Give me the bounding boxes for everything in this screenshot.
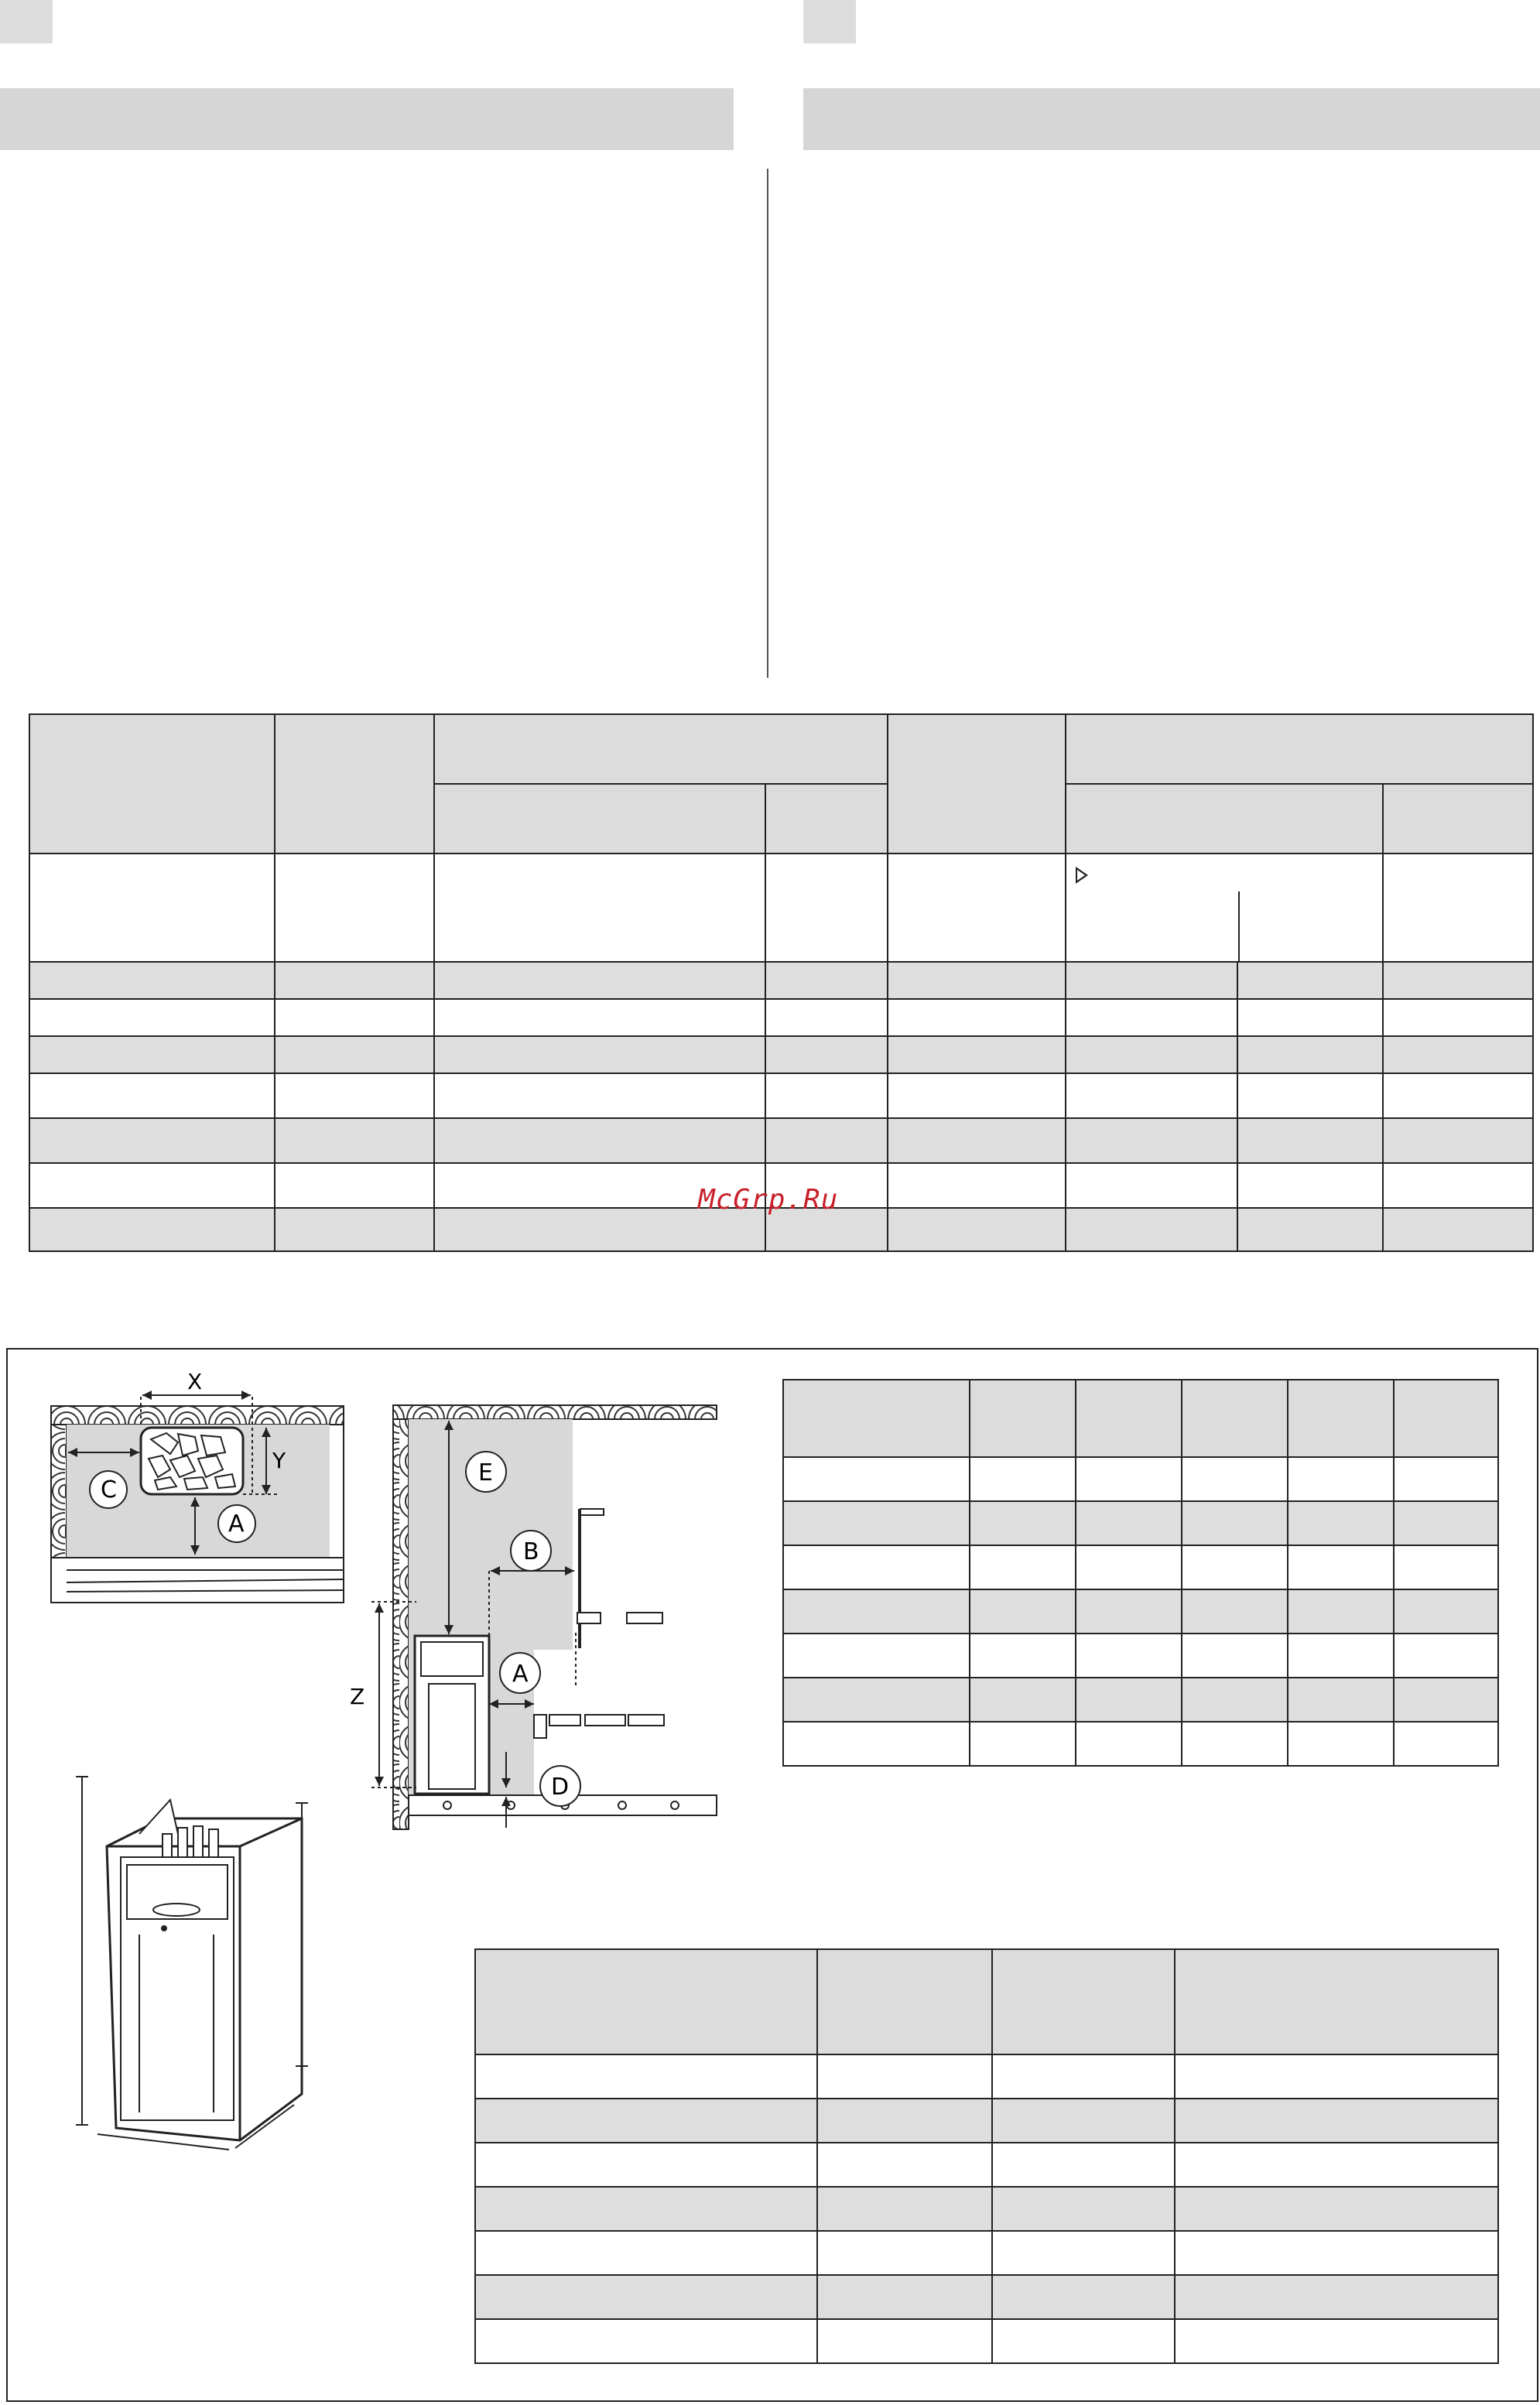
table-row	[783, 1501, 1498, 1545]
header-cell	[434, 784, 765, 854]
table-header-row	[475, 1949, 1498, 2054]
top-view-diagram	[46, 1350, 356, 1613]
table-row	[783, 1457, 1498, 1501]
table-row	[29, 1118, 1533, 1163]
heater-illustration	[70, 1726, 333, 2159]
table-row	[29, 999, 1533, 1036]
table-row	[783, 1545, 1498, 1589]
section-header-right	[803, 88, 1540, 150]
table-row	[783, 1678, 1498, 1722]
header-cell	[765, 784, 888, 854]
dimension-x-label: X	[187, 1369, 203, 1394]
column-divider	[767, 169, 768, 678]
table-row	[783, 1722, 1498, 1766]
arrow-marker-icon	[1076, 867, 1088, 884]
table-row	[29, 962, 1533, 999]
dimension-b-label: B	[523, 1538, 539, 1565]
specifications-table	[29, 713, 1534, 1252]
subcolumn-divider	[1238, 891, 1240, 963]
dimension-a-side-label: A	[512, 1661, 529, 1688]
dimension-z-label: Z	[350, 1684, 365, 1709]
watermark: McGrp.Ru	[698, 1184, 839, 1216]
table-row	[475, 2319, 1498, 2363]
side-view-diagram	[325, 1401, 727, 1849]
table-row	[475, 2143, 1498, 2187]
header-cell	[1066, 714, 1533, 784]
table-row	[29, 1036, 1533, 1073]
dimension-c-label: C	[101, 1476, 117, 1504]
section-header-left	[0, 88, 734, 150]
table-row	[475, 2275, 1498, 2319]
table-row	[475, 2187, 1498, 2231]
page-number-box-left	[0, 0, 53, 43]
page-number-box-right	[803, 0, 856, 43]
table-row	[475, 2054, 1498, 2099]
table-row	[783, 1589, 1498, 1634]
table-header-row	[783, 1380, 1498, 1457]
table-row	[475, 2231, 1498, 2275]
dimensions-table	[474, 1948, 1499, 2364]
header-cell	[434, 714, 888, 784]
dimension-y-label: Y	[272, 1448, 286, 1473]
dimension-e-label: E	[478, 1459, 493, 1486]
table-row	[475, 2099, 1498, 2143]
table-row	[29, 1073, 1533, 1118]
table-row	[29, 854, 1533, 962]
dimension-d-label: D	[551, 1774, 570, 1801]
header-cell	[275, 714, 434, 854]
header-cell	[1383, 784, 1533, 854]
table-row	[783, 1634, 1498, 1678]
dimension-a-label: A	[228, 1510, 245, 1538]
header-cell	[29, 714, 275, 854]
header-cell	[888, 714, 1066, 854]
distances-table	[782, 1379, 1499, 1767]
header-cell	[1066, 784, 1383, 854]
table-header-row	[29, 714, 1533, 784]
